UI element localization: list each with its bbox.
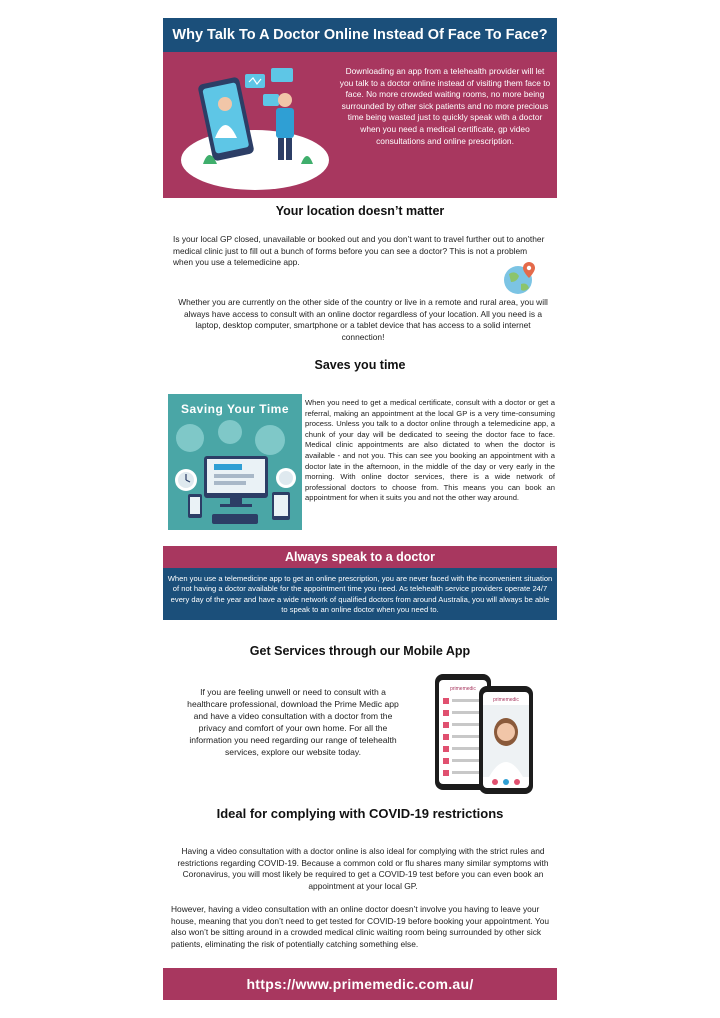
devices-clock-graphic [168, 418, 302, 530]
covid-heading: Ideal for complying with COVID-19 restrictions [216, 806, 504, 821]
saving-time-caption: Saving Your Time [180, 402, 290, 416]
mobile-app-heading: Get Services through our Mobile App [249, 644, 471, 658]
website-url-link[interactable]: https://www.primemedic.com.au/ [163, 968, 557, 1000]
saves-time-text: When you need to get a medical certificate, consult with a doctor or get a referral, making an appointment at the local GP is a very time-consuming process. Unless you talk to a doctor online through a telemedicine app, a chunk of your day will be dedicated to seeing the doctor face to face. Medical clinic appointments are also dictated to when the doctor is available - and not you. This can see you booking an appointment with a doctor late in the afternoon, in the middle of the day or very early in the morning. With online doctor services, there is a wide network of professional doctors to choose from. This means you can book an appointment for when it suits you and not the other way around. [305, 398, 555, 503]
always-speak-heading: Always speak to a doctor [163, 546, 557, 568]
infographic [163, 18, 557, 1000]
location-paragraph-1: Is your local GP closed, unavailable or booked out and you don’t want to travel further out to another medical clinic just to fill out a bunch of forms before you can see a doctor? This is not a problem when you use a telemedicine app. [173, 234, 545, 267]
phone-brand-right: primemedic [493, 697, 519, 703]
always-speak-text: When you use a telemedicine app to get an online prescription, you are never faced with the inconvenient situation of not having a doctor available for the appointment time you need. As telehealth service providers operate 24/7 every day of the year and have a wide network of qualified doctors from around Australia, you will always be able to speak to an online doctor when you need to. [163, 568, 557, 620]
covid-paragraph-2: However, having a video consultation with an online doctor doesn’t involve you having to leave your house, meaning that you don’t need to get tested for COVID-19 before booking your appointment. You also won’t be sitting around in a crowded medical clinic waiting room being surrounded by other sick patients, eliminating the risk of potentially catching something else. [171, 904, 550, 949]
intro-banner [163, 52, 557, 198]
mobile-app-phones-image [431, 672, 537, 796]
globe-pin-icon [503, 260, 537, 296]
location-heading: Your location doesn’t matter [275, 204, 445, 218]
saving-time-illustration [168, 394, 302, 530]
phone-brand-left: primemedic [450, 686, 476, 692]
telehealth-illustration [175, 60, 335, 192]
saves-time-heading: Saves you time [314, 358, 406, 372]
intro-text: Downloading an app from a telehealth provider will let you talk to a doctor online instead of visiting them face to face. No more crowded waiting rooms, no more being surrounded by other sick patients and no more precious time being wasted just to quickly speak with a doctor when you need a medical certificate, gp video consultations and online prescription. [339, 66, 551, 146]
mobile-app-text: If you are feeling unwell or need to consult with a healthcare professional, download the Prime Medic app and have a video consultation with a doctor from the privacy and comfort of your own home. For all the information you need regarding our range of telehealth services, explore our website today. [187, 687, 399, 757]
location-paragraph-2: Whether you are currently on the other side of the country or live in a remote and rural area, you will always have access to consult with an online doctor regardless of your location. All you need is a laptop, desktop computer, smartphone or a tablet device that has access to a solid internet connection! [178, 297, 548, 342]
covid-paragraph-1: Having a video consultation with a doctor online is also ideal for complying with the strict rules and restrictions regarding COVID-19. Because a common cold or flu shares many similar symptoms with Coronavirus, you will most likely be required to get a COVID-19 test before you can even book an appointment at your local GP. [177, 846, 549, 891]
page-title: Why Talk To A Doctor Online Instead Of Face To Face? [163, 18, 557, 52]
